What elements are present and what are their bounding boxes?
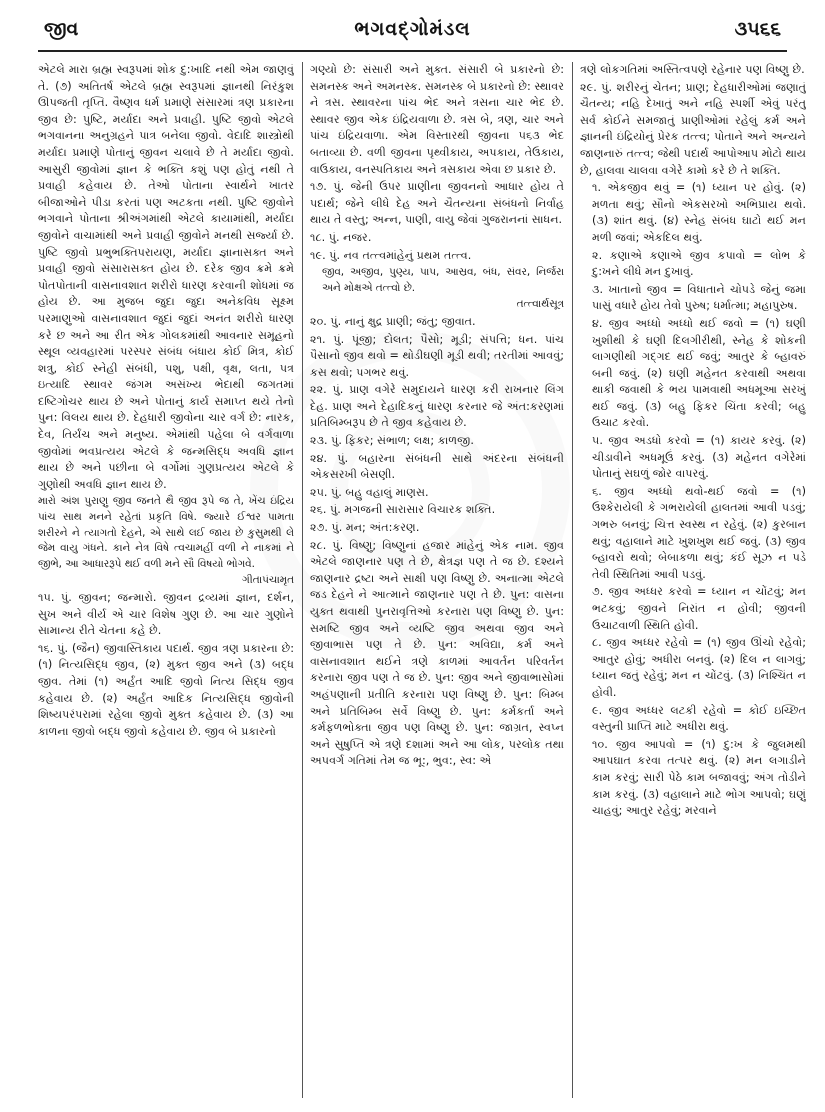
page-header <box>38 10 787 52</box>
idiom-item: ૧૦. જીવ આપવો = (૧) દુ:ખ કે જુલમથી આપઘાત કરવા તત્પર થવું. (૨) મન લગાડીને કામ કરવું; સારી પેઠે કામ બજાવવું; અંગ તોડીને કામ કરવું. (૩) વહાલાને માટે ભોગ આપવો; ઘણું ચાહવું; આતુર રહેવું; મરવાને <box>592 737 806 818</box>
entry-text: ૧૫. પું. જીવન; જન્મારો. જીવન દ્રવ્યમાં જ્ઞાન, દર્શન, સુખ અને વીર્ય એ ચાર વિશેષ ગુણ છે. આ ચાર ગુણોને સામાન્ય રીતે ચેતના કહે છે. <box>38 591 294 638</box>
entry-text: ૨૪. પું. બહારના સંબંધની સાથે અંદરના સંબંધની એકસરખી બેસણી. <box>310 451 564 482</box>
column-1 <box>38 62 294 1094</box>
idiom-item: ૧. એકજીવ થવું = (૧) ધ્યાન પર હોવું. (૨) મળતા થવું; સૌનો એકસરખો અભિપ્રાય થવો. (૩) શાંત થવું. (૪) સ્નેહ સંબંધ ઘાટો થઈ મન મળી જવાં; એકદિલ થવું. <box>592 181 806 244</box>
entry-text: ૨૮. પું. વિષ્ણુ; વિષ્ણુનાં હજાર માંહેનું એક નામ. જીવ એટલે જાણનાર પણ તે છે, ક્ષેત્રજ્ઞ પણ તે જ છે. દશ્યને જાણનાર દ્રષ્ટા અને સાક્ષી પણ વિષ્ણુ છે. અનાત્મા એટલે જડ દેહને ને આત્માને જાણનાર પણ તે છે. પુન: વાસના યુક્ત થવાથી પુનરાવૃત્તિઓ કરનારા પણ વિષ્ણુ છે. પુન: સમષ્ટિ જીવ અને વ્યષ્ટિ જીવ અથવા જીવ અને જીવાભાસ પણ તે છે. પુન: અવિદ્યા, કર્મ અને વાસનાવશાત થઈને ત્રણે કાળમાં આવર્તન પરિવર્તન કરનારા જીવ પણ તે જ છે. પુન: જીવ અને જીવાભાસોમાં અહંપણાની પ્રતીતિ કરનારા પણ વિષ્ણુ છે. પુન: બિમ્બ અને પ્રતિબિમ્બ સર્વે વિષ્ણુ છે. પુન: કર્મકર્તા અને કર્મફળભોક્તા જીવ પણ વિષ્ણુ છે. પુન: જાગ્રત, સ્વપ્ન અને સુષુપ્તિ એ ત્રણે દશામાં અને આ લોક, પરલોક તથા અપવર્ગ ગતિમાં તેમ જ ભૂ:, ભુવ:, સ્વ: એ <box>310 538 564 768</box>
header-title: ભગવદ્ગોમંડલ <box>354 18 471 40</box>
idiom-item: ૫. જીવ અડધો કરવો = (૧) કાયર કરવું. (૨) ચીડાવીને અધમૂઉં કરવું. (૩) મહેનત વગેરેમાં પોતાનું સઘળું જોર વાપરવું. <box>592 434 806 481</box>
column-divider <box>302 62 303 1098</box>
entry-text: ૧૮. પું. નજર. <box>310 230 372 244</box>
entry-text: એટલે મારા બ્રહ્મ સ્વરૂપમાં શોક દુ:ખાદિ નથી એમ જાણવું તે. (૭) અતિતર્ષ એટલે બ્રહ્મ સ્વરૂપમાં જ્ઞાનથી નિરંકુશ ઊપજતી તૃપ્તિ. વૈષ્ણવ ધર્મ પ્રમાણે સંસારમાં ત્રણ પ્રકારના જીવ છે: પુષ્ટિ, મર્યાદા અને પ્રવાહી. પુષ્ટિ જીવો એટલે ભગવાનના અનુગ્રહને પાત્ર બનેલા જીવો. વેદાદિ શાસ્ત્રોથી મર્યાદા પ્રમાણે પોતાનું જીવન ચલાવે છે તે મર્યાદા જીવો. આસુરી જીવોમાં જ્ઞાન કે ભક્તિ કશું પણ હોતું નથી તે પ્રવાહી કહેવાય છે. તેઓ પોતાના સ્વાર્થને ખાતર બીજાઓને પીડા કરતાં પણ અટકતા નથી. પુષ્ટિ જીવોને ભગવાને પોતાના શ્રીઅંગમાંથી એટલે કાયામાંથી, મર્યાદા જીવોને વાચામાંથી અને પ્રવાહી જીવોને મનથી સર્જ્યા છે. પુષ્ટિ જીવો પ્રભુભક્તિપરાયણ, મર્યાદા જ્ઞાનાસક્ત અને પ્રવાહી જીવો સંસારાસક્ત હોય છે. દરેક જીવ ક્રમે ક્રમે પોતપોતાની વાસનાવશાત શરીરો ધારણ કરવાની શોધમાં જ હોય છે. આ મુજબ જુદા જુદા અનેકવિધ સૂક્ષ્મ પરમાણુઓ વાસનાવશાત જુદાં જુદાં અનંત શરીરો ધારણ કરે છ અને આ રીત એક ગોલકમાંથી આવનાર સમૂહનો સ્થૂલ વ્યવહારમાં પરસ્પર સંબંધ બંધાય કોઈ મિત્ર, કોઈ શત્રુ, કોઈ સ્નેહી સંબંધી, પશુ, પક્ષી, વૃક્ષ, લતા, પત્ર ઇત્યાદિ સ્થાવર જંગમ અસંખ્ય ભેદાથી જગતમાં દષ્ટિગોચર થાય છે અને પોતાનું કાર્ય સમાપ્ત થયે તેનો પુન: વિલય થાય છે. દેહધારી જીવોના ચાર વર્ગ છે: નારક, દેવ, તિર્યંચ અને મનુષ્ય. એમાંથી પહેલા બે વર્ગવાળા જીવોમાં ભવપ્રત્યય એટલે કે જન્મસિદ્ધ અવધિ જ્ઞાન થાય છે અને પછીના બે વર્ગોમાં ગુણપ્રત્યય એટલે કે ગુણોથી અવધિ જ્ઞાન થાય છે. <box>38 63 294 491</box>
entry-text: ૧૬. પું. (જૈન) જીવાસ્તિકાય પદાર્થ. જીવ ત્રણ પ્રકારના છે: (૧) નિત્યસિદ્ધ જીવ, (૨) મુક્ત જીવ અને (૩) બદ્ધ જીવ. તેમાં (૧) અર્હંત આદિ જીવો નિત્ય સિદ્ધ જીવ કહેવાય છે. (૨) અર્હંત આદિક નિત્યસિદ્ધ જીવોની શિષ્યપરંપરામાં રહેલા જીવો મુક્ત કહેવાય છે. (૩) આ કાળના જીવો બદ્ધ જીવો કહેવાય છે. જીવ બે પ્રકારનો <box>38 641 294 738</box>
column-3 <box>580 62 806 1094</box>
idiom-item: ૪. જીવ અધ્ધો અધ્ધો થઈ જવો = (૧) ઘણી ખુશીથી કે ઘણી દિલગીરીથી, સ્નેહ કે શોકની લાગણીથી ગદ્ગદ થઈ જવું; આતુર કે બ્હાવરું બની જવું. (૨) ઘણી મહેનત કરવાથી અથવા થાકી જવાથી કે ભય પામવાથી અધમૂઆ સરખું થઈ જવું. (૩) બહુ ફિકર ચિંતા કરવી; બહુ ઉચાટ કરવો. <box>592 316 806 430</box>
entry-text: ૨૦. પું. નાનું ક્ષુદ્ર પ્રાણી; જંતુ; જીવાત. <box>310 314 476 328</box>
idiom-item: ૮. જીવ અધ્ધર રહેવો = (૧) જીવ ઊંચો રહેવો; આતુર હોવું; અધીરા બનવું. (૨) દિલ ન લાગવું; ધ્યાન જતું રહેવું; મન ન ચોંટવું. (૩) નિશ્ચિંત ન હોવી. <box>592 636 806 699</box>
quote-source: ગીતાપંચામૃત <box>242 574 294 587</box>
entry-text: ૨૨. પું. પ્રાણ વગેરે સમુદાયને ધારણ કરી રાખનાર લિંગ દેહ. પ્રાણ અને દેહાદિકનું ધારણ કરનાર જે અંત:કરણમાં પ્રતિબિમ્બરૂપ છે તે જીવ કહેવાય છે. <box>310 383 564 430</box>
idiom-item: ૩. ખાતાનો જીવ = વિધાતાને ચોપડે જેનું જમા પાસું વધારે હોય તેવો પુરુષ; ધર્માત્મા; મહાપુરુષ. <box>592 282 806 313</box>
entry-text: ૨૭. પું. મન; અંત:કરણ. <box>310 521 420 535</box>
entry-text: ૨૬. પું. મગજની સારાસાર વિચારક શક્તિ. <box>310 503 496 517</box>
idiom-item: ૯. જીવ અધ્ધર લટકી રહેવો = કોઈ ઇચ્છિત વસ્તુની પ્રાપ્તિ માટે અધીરા થવું. <box>592 703 806 734</box>
entry-text: ત્રણે લોકગતિમાં અસ્તિત્વપણે રહેનાર પણ વિષ્ણુ છે. <box>580 63 805 76</box>
idiom-item: ૭. જીવ અધ્ધર કરવો = ધ્યાન ન ચોંટવું; મન ભટકવું; જીવને નિરાંત ન હોવી; જીવની ઉચાટવાળી સ્થિતિ હોવી. <box>592 585 806 632</box>
idiom-item: ૨. કણાએ કણાએ જીવ કપાવો = લોભ કે દુ:ખને લીધે મન દુખાવું. <box>592 248 806 279</box>
column-2 <box>310 62 564 1094</box>
verse-quote: મારો અંશ પુરાણુ જીવ જનતે થૈ જીવ રૂપે જ તે, ખેંચ ઇંદ્રિય પાંચ સાથ મનને રહેતાં પ્રકૃતિ વિષે. જ્યારે ઈશ્વર પામતા શરીરને ને ત્યાગતો દેહને, એ સાથે લઈ જાય છે કુસુમથી લે જેમ વાયુ ગંધને. કાને નેત્ર વિષે ત્વચામહીં વળી ને નાકમાં ને જીભે, આ આધારરૂપે થઈ વળી મને સૌ વિષયો ભોગવે. <box>38 495 294 570</box>
entry-text: ૨૫. પું. બહુ વહાલું માણસ. <box>310 485 429 499</box>
entry-text: ગણ્યો છે: સંસારી અને મુક્ત. સંસારી બે પ્રકારનો છે: સમનસ્ક અને અમનસ્ક. સમનસ્ક બે પ્રકારનો છે: સ્થાવર ને ત્રસ. સ્થાવરના પાંચ ભેદ અને ત્રસના ચાર ભેદ છે. સ્થાવર જીવ એક ઇંદ્રિયવાળા છે. ત્રસ બે, ત્રણ, ચાર અને પાંચ ઇંદ્રિયવાળા. એમ વિસ્તારથી જીવના ૫૬૩ ભેદ બતાવ્યા છે. વળી જીવના પૃથ્વીકાય, અપકાય, તેઉકાય, વાઉકાય, વનસ્પતિકાય અને ત્રસકાય એવા છ પ્રકાર છે. <box>310 63 564 176</box>
entry-text: ૧૭. પું. જેની ઉપર પ્રાણીના જીવનનો આધાર હોય તે પદાર્થ; જેને લીધે દેહ અને ચૈતન્યના સંબંધનો નિર્વાહ થાય તે વસ્તુ; અન્ન, પાણી, વાયુ જેવાં ગુજરાનનાં સાધન. <box>310 180 564 227</box>
entry-text: ૨૩. પું. ફિકર; સંભાળ; લક્ષ; કાળજી. <box>310 434 474 448</box>
verse-quote: જીવ, અજીવ, પુણ્ય, પાપ, આસ્રવ, બંધ, સંવર, નિર્જરા અને મોક્ષએ તત્ત્વો છે. <box>322 266 564 294</box>
entry-text: ૨૧. પું. પૂંજી; દોલત; પૈસો; મૂડી; સંપત્તિ; ધન. પાંચ પૈસાનો જીવ થવો = થોડીઘણી મૂડી થવી; તરતીમાં આવવું; કસ થવો; પગભર થવું. <box>310 332 564 379</box>
header-guide-word: જીવ <box>44 18 79 40</box>
idiom-item: ૬. જીવ અધ્ધો થવો-થઈ જવો = (૧) ઉશ્કેરાયેલી કે ગભરાયેલી હાલતમાં આવી પડવું; ગભરુ બનવું; ચિત્ત સ્વસ્થ ન રહેવું. (૨) કુરબાન થવું; વહાલાને માટે ખુશખુશ થઈ જવું. (૩) જીવ બ્હાવરો થવો; બેબાકળા થવું; કંઈ સૂઝ ન પડે તેવી સ્થિતિમાં આવી પડવું. <box>592 484 806 581</box>
header-page-number: ૩૫૬૬ <box>734 18 781 40</box>
entry-text: ૨૯. પું. શરીરનું ચેતન; પ્રાણ; દેહધારીઓમાં જણાતું ચૈતન્ય; નહિ દેખાતું અને નહિ સ્પર્શી એવું પરંતુ સર્વ કોઈને સમજાતું પ્રાણીઓમાં રહેલું કર્મ અને જ્ઞાનની ઇંદ્રિયોનું પ્રેરક તત્ત્વ; પોતાને અને અન્યને જાણનારું તત્ત્વ; જેથી પદાર્થ આપોઆપ મોટો થાય છે, હાલવા ચાલવા વગેરે કામો કરે છે તે શક્તિ. <box>580 80 806 177</box>
entry-text: ૧૯. પું. નવ તત્ત્વમાંહેનું પ્રથમ તત્ત્વ. <box>310 248 472 262</box>
column-divider <box>572 62 573 1098</box>
quote-source: તત્ત્વાર્થસૂત્ર <box>516 298 564 311</box>
